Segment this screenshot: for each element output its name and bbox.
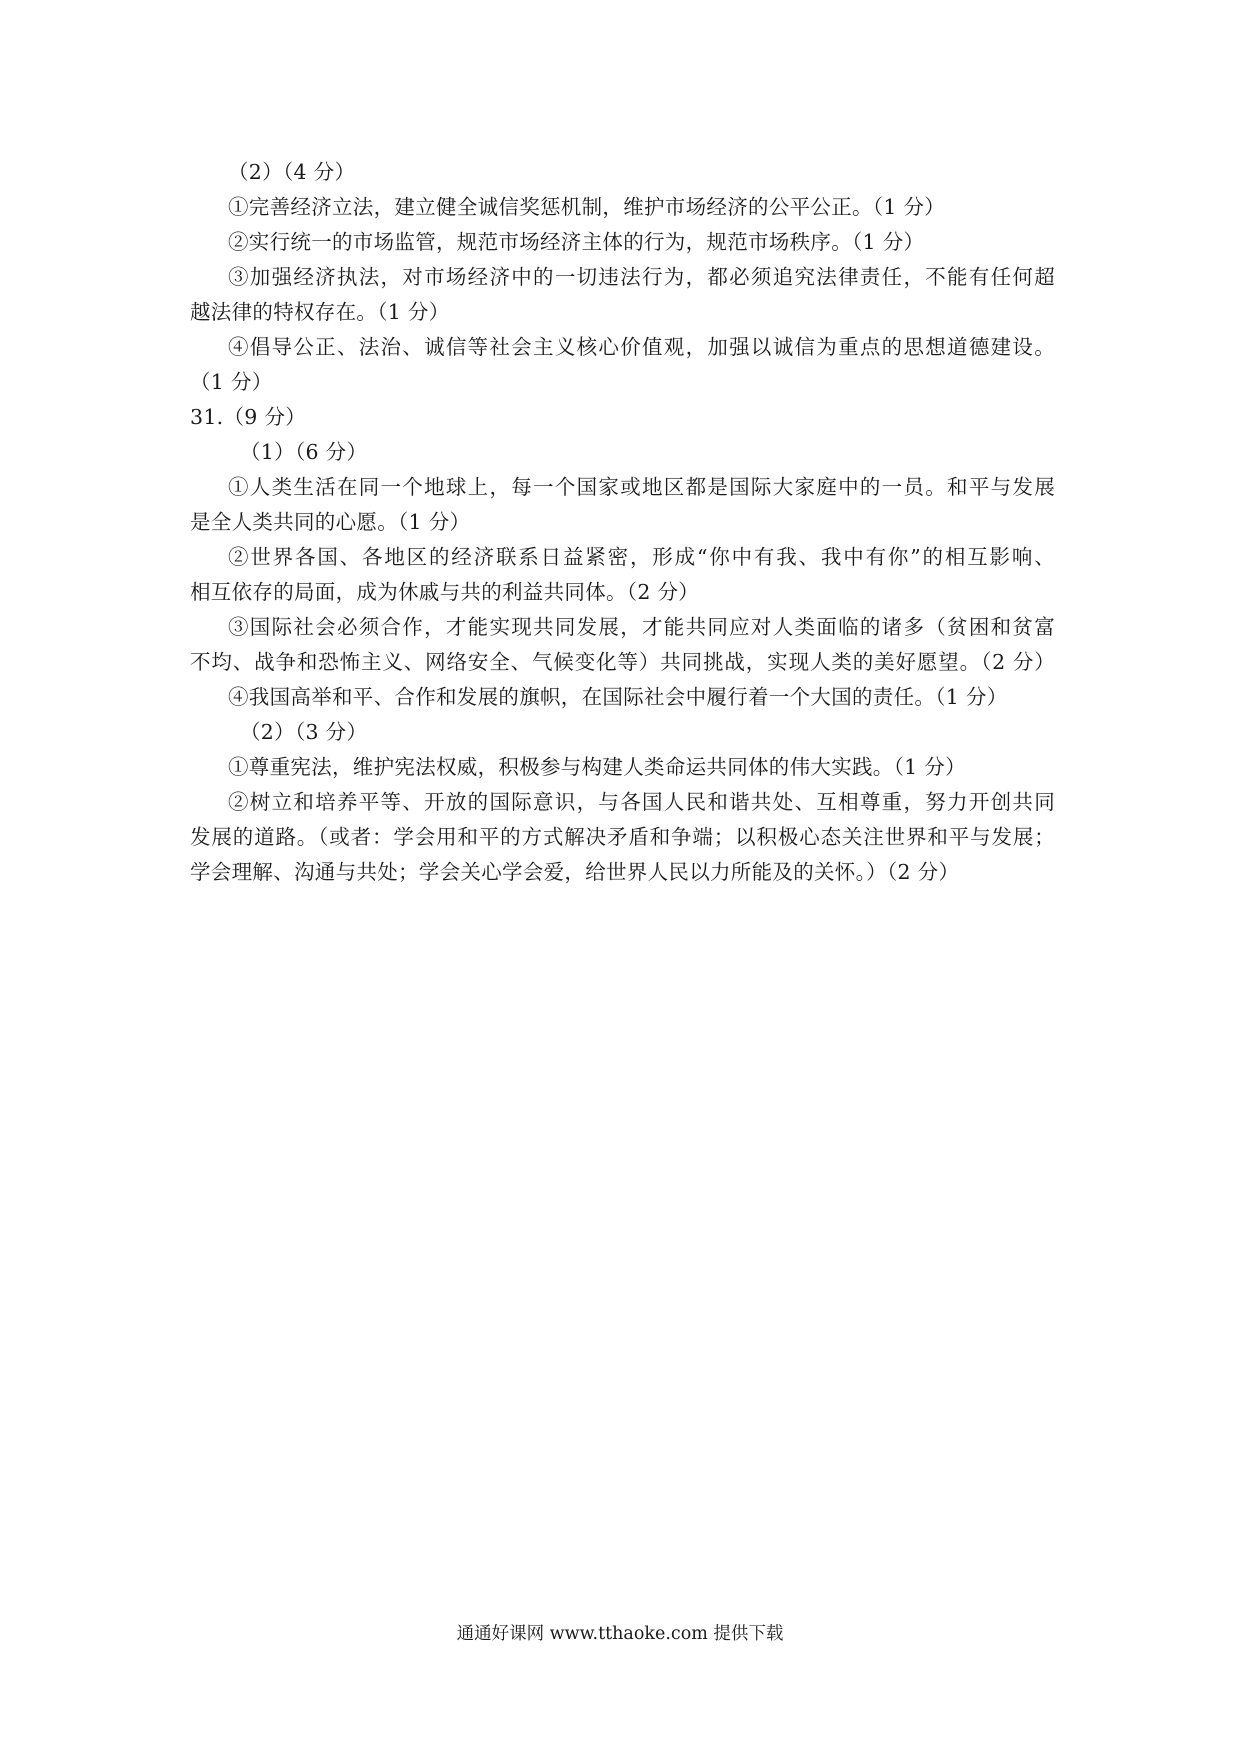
answer-item: ④倡导公正、法治、诚信等社会主义核心价值观，加强以诚信为重点的思想道德建设。: [228, 335, 1055, 359]
answer-item: ②实行统一的市场监管，规范市场经济主体的行为，规范市场秩序。（1 分）: [228, 230, 925, 254]
answer-item: ①尊重宪法，维护宪法权威，积极参与构建人类命运共同体的伟大实践。（1 分）: [228, 755, 966, 779]
answer-content: [190, 155, 1055, 890]
answer-item: ④我国高举和平、合作和发展的旗帜，在国际社会中履行着一个大国的责任。（1 分）: [228, 685, 1008, 709]
answer-item-continuation: 越法律的特权存在。（1 分）: [190, 300, 450, 324]
answer-item: ①完善经济立法，建立健全诚信奖惩机制，维护市场经济的公平公正。（1 分）: [228, 195, 946, 219]
answer-item-continuation: （1 分）: [190, 370, 273, 394]
answer-item: ③国际社会必须合作，才能实现共同发展，才能共同应对人类面临的诸多（贫困和贫富: [228, 615, 1055, 639]
answer-item-continuation: 相互依存的局面，成为休戚与共的利益共同体。（2 分）: [190, 580, 700, 604]
answer-item-continuation: 是全人类共同的心愿。（1 分）: [190, 510, 471, 534]
question-heading-31: 31.（9 分）: [190, 405, 307, 429]
part-heading-30-2: （2）（4 分）: [228, 160, 356, 184]
answer-item-continuation: 发展的道路。（或者：学会用和平的方式解决矛盾和争端；以积极心态关注世界和平与发展；: [190, 825, 1055, 849]
answer-item: ③加强经济执法，对市场经济中的一切违法行为，都必须追究法律责任，不能有任何超: [228, 265, 1055, 289]
answer-item: ①人类生活在同一个地球上，每一个国家或地区都是国际大家庭中的一员。和平与发展: [228, 475, 1055, 499]
footer-source-text: 通通好课网 www.tthaoke.com 提供下载: [456, 1624, 784, 1644]
answer-item-continuation: 学会理解、沟通与共处；学会关心学会爱，给世界人民以力所能及的关怀。）（2 分）: [190, 860, 960, 884]
part-heading-31-2: （2）（3 分）: [240, 720, 368, 744]
answer-item: ②树立和培养平等、开放的国际意识，与各国人民和谐共处、互相尊重，努力开创共同: [228, 790, 1055, 814]
part-heading-31-1: （1）（6 分）: [240, 440, 368, 464]
answer-item: ②世界各国、各地区的经济联系日益紧密，形成“你中有我、我中有你”的相互影响、: [228, 545, 1055, 569]
answer-item-continuation: 不均、战争和恐怖主义、网络安全、气候变化等）共同挑战，实现人类的美好愿望。（2 分）: [190, 650, 1055, 674]
